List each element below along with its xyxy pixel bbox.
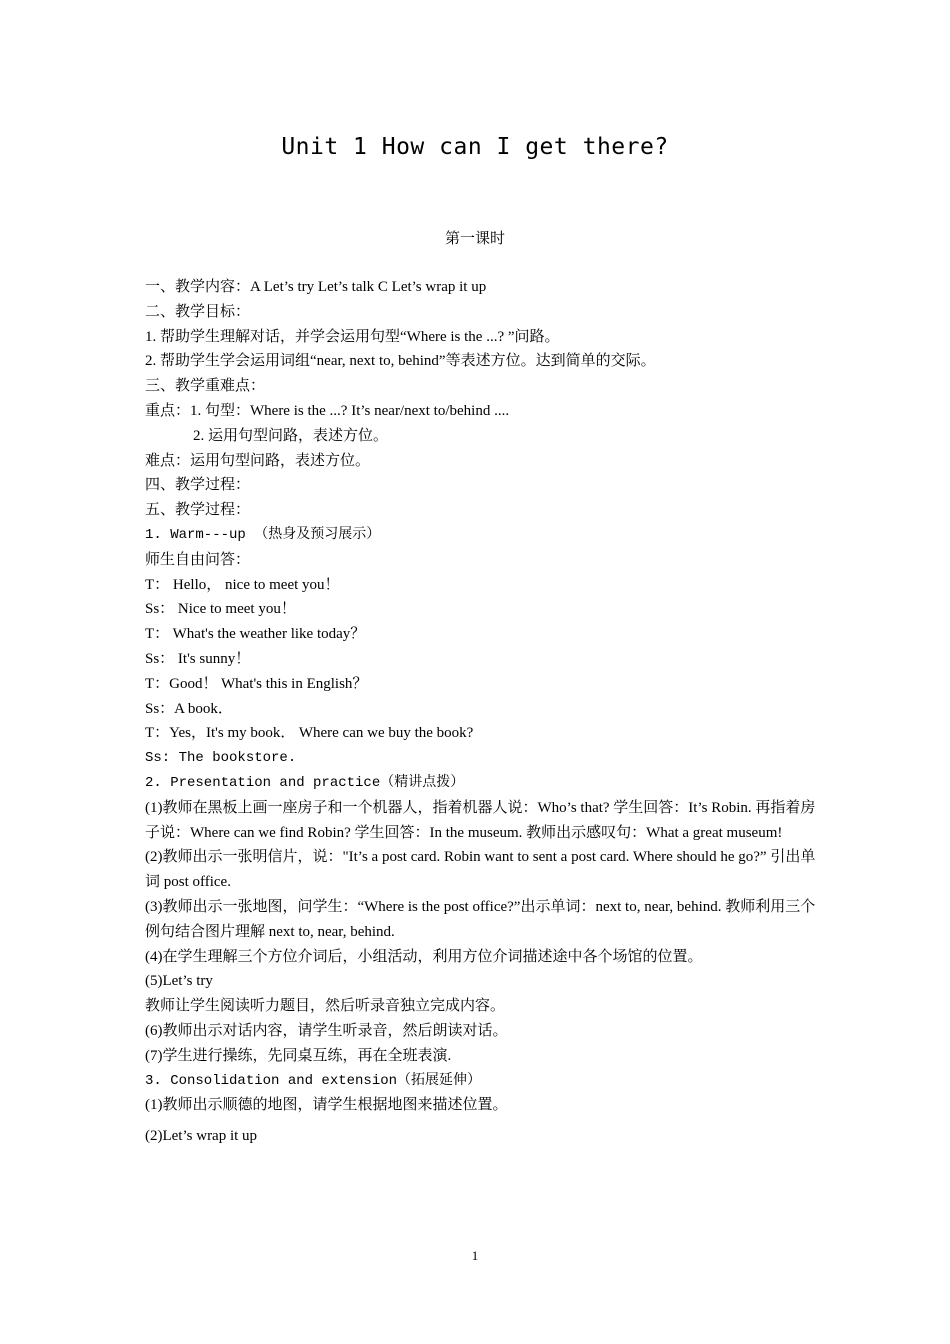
paragraph: (4)在学生理解三个方位介词后，小组活动，利用方位介词描述途中各个场馆的位置。 [145, 948, 703, 965]
section-heading: 2. Presentation and practice（精讲点拨） [145, 774, 465, 791]
text-line: 重点：1. 句型：Where is the ...? It’s near/next to/behind .... [145, 402, 510, 419]
dialogue-line: T： Hello， nice to meet you！ [145, 576, 340, 593]
dialogue-line: T： What's the weather like today？ [145, 626, 366, 643]
text-line: 二、教学目标： [145, 303, 251, 320]
text-line: 四、教学过程： [145, 477, 251, 494]
text-line: 师生自由问答： [145, 551, 251, 568]
paragraph: (1)教师在黑板上画一座房子和一个机器人，指着机器人说：Who’s that? 学生回答：It’s Robin. 再指着房子说：Where can we find Robin? 学生回答：In the museum. 教师出示感叹句：What a great museum! [145, 799, 816, 841]
paragraph: (2)Let’s wrap it up [145, 1128, 258, 1145]
dialogue-line: T：Good！ What's this in English？ [145, 675, 368, 692]
section-heading: 3. Consolidation and extension（拓展延伸） [145, 1072, 482, 1089]
paragraph: (7)学生进行操练，先同桌互练，再在全班表演. [145, 1047, 452, 1064]
dialogue-line: Ss: The bookstore. [145, 750, 297, 767]
paragraph: (6)教师出示对话内容，请学生听录音，然后朗读对话。 [145, 1022, 508, 1039]
lesson-subtitle: 第一课时 [444, 231, 505, 247]
section-heading: 1. Warm---up （热身及预习展示） [145, 526, 381, 543]
text-line: 三、教学重难点： [145, 378, 266, 395]
document-body [145, 275, 825, 1149]
paragraph: (5)Let’s try [145, 973, 213, 990]
paragraph: (1)教师出示顺德的地图，请学生根据地图来描述位置。 [145, 1097, 508, 1114]
text-line: 难点：运用句型问路，表述方位。 [145, 452, 371, 469]
dialogue-line: T：Yes，It's my book． Where can we buy the book? [145, 725, 474, 742]
dialogue-line: Ss： It's sunny！ [145, 650, 251, 667]
paragraph: (3)教师出示一张地图，问学生：“Where is the post office?”出示单词：next to, near, behind. 教师利用三个例句结合图片理解 next to, near, behind. [145, 898, 816, 940]
page-title: Unit 1 How can I get there? [281, 134, 669, 160]
text-line: 五、教学过程： [145, 502, 251, 519]
page-number: 1 [471, 1248, 479, 1263]
dialogue-line: Ss： Nice to meet you！ [145, 601, 296, 618]
paragraph: 教师让学生阅读听力题目，然后听录音独立完成内容。 [145, 998, 506, 1015]
text-line: 2. 运用句型问路，表述方位。 [193, 427, 389, 444]
dialogue-line: Ss：A book． [145, 700, 233, 717]
paragraph: (2)教师出示一张明信片，说："It’s a post card. Robin want to sent a post card. Where should he go?” 引出单词 post office. [145, 849, 816, 891]
text-line: 2. 帮助学生学会运用词组“near, next to, behind”等表述方位。达到简单的交际。 [145, 353, 656, 370]
text-line: 一、教学内容：A Let’s try Let’s talk C Let’s wrap it up [145, 279, 487, 295]
text-line: 1. 帮助学生理解对话，并学会运用句型“Where is the ...? ”问路。 [145, 328, 560, 345]
